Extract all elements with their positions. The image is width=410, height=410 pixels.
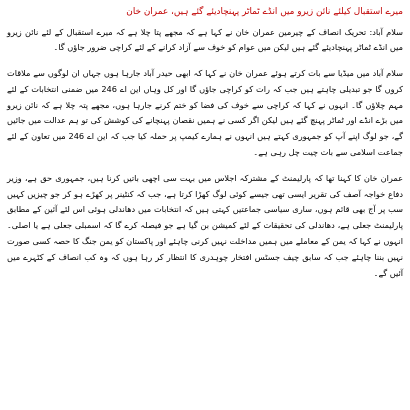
- article-paragraph-3: [7, 171, 403, 282]
- paragraph-3-text: عمران خان کا کہنا تھا کہ پارلیمنٹ کے مشترکہ اجلاس میں بہت سی اچھی باتیں کرنا ہیں، جمہوری حق ہے، وزیر دفاع خواجہ آصف کی تقریر ایسی تھی جیسے کوئی لوگ کھڑا کرتا ہے، جب کہ کنٹینر پر کھڑے ہو کر جو چیزیں کہیں سب پر آج بھی قائم ہوں، ساری سیاسی جماعتیں کہتی ہیں کہ انتخابات میں دھاندلی ہوئی اس لئے آئین کے مطابق پارلیمنٹ جعلی ہے، دھاندلی کی تحقیقات کے لئے کمیشن بن گیا ہے جو فیصلہ کرے گا کہ اسمبلی جعلی ہے یا اصلی۔ انہوں نے کہا کہ یمن کے معاملے میں ہمیں مداخلت نہیں کرنی چاہئے اور پاکستان کو یمن جنگ کا حصہ کسی صورت نہیں بننا چاہئے جب کہ سابق چیف جسٹس افتخار چوہدری کا انتظار کر رہا ہوں کہ وہ کب انصاف کے کٹہرے میں آئیں گے۔: [7, 172, 403, 278]
- paragraph-1-text: سلام آباد: تحریک انصاف کے چیرمین عمران خان نے کہا ہے کہ مجھے پتا چلا ہے کہ میرے استقبال کے لئے نائن زیرو میں انڈے ٹماٹر پہنچادیئے گئے ہیں لیکن میں عوام کو خوف سے آزاد کرانے کے لئے کراچی ضرور جاؤں گا۔: [7, 26, 403, 53]
- article-paragraph-1: [7, 25, 403, 57]
- paragraph-2-text: سلام آباد میں میڈیا سے بات کرتے ہوئے عمران خان نے کہا کہ ابھی حیدر آباد جارہا ہوں جہاں ان لوگوں سے ملاقات کروں گا جو تبدیلی چاہتے ہیں جب کہ رات کو کراچی جاؤں گا اور کل وہاں این اے 246 میں ضمنی انتخابات کے لئے مہم چلاؤں گا۔ انہوں نے کہا کہ کراچی سے خوف کی فضا کو ختم کرنے جارہا ہوں، مجھے پتہ چلا ہے کہ نائن زیرو میں بڑے انڈے اور ٹماٹر پہنچ گئے ہیں لیکن اگر کسی نے ہمیں نقصان پہنچانے کی کوشش کی تو ہم عدالت میں جائیں گے، جو لوگ اپنے آپ کو جمہوری کہتے ہیں انہوں نے ہمارے کیمپ پر حملہ کیا جب کہ این اے 246 میں تعاون کے لئے جماعت اسلامی سے بات چیت چل رہی ہے۔: [7, 68, 403, 158]
- article-headline: میرے استقبال کیلئے نائن زیرو میں انڈے ٹماٹر پہنچادیئے گئے ہیں، عمران خان: [126, 7, 403, 17]
- article-paragraph-2: [7, 66, 403, 161]
